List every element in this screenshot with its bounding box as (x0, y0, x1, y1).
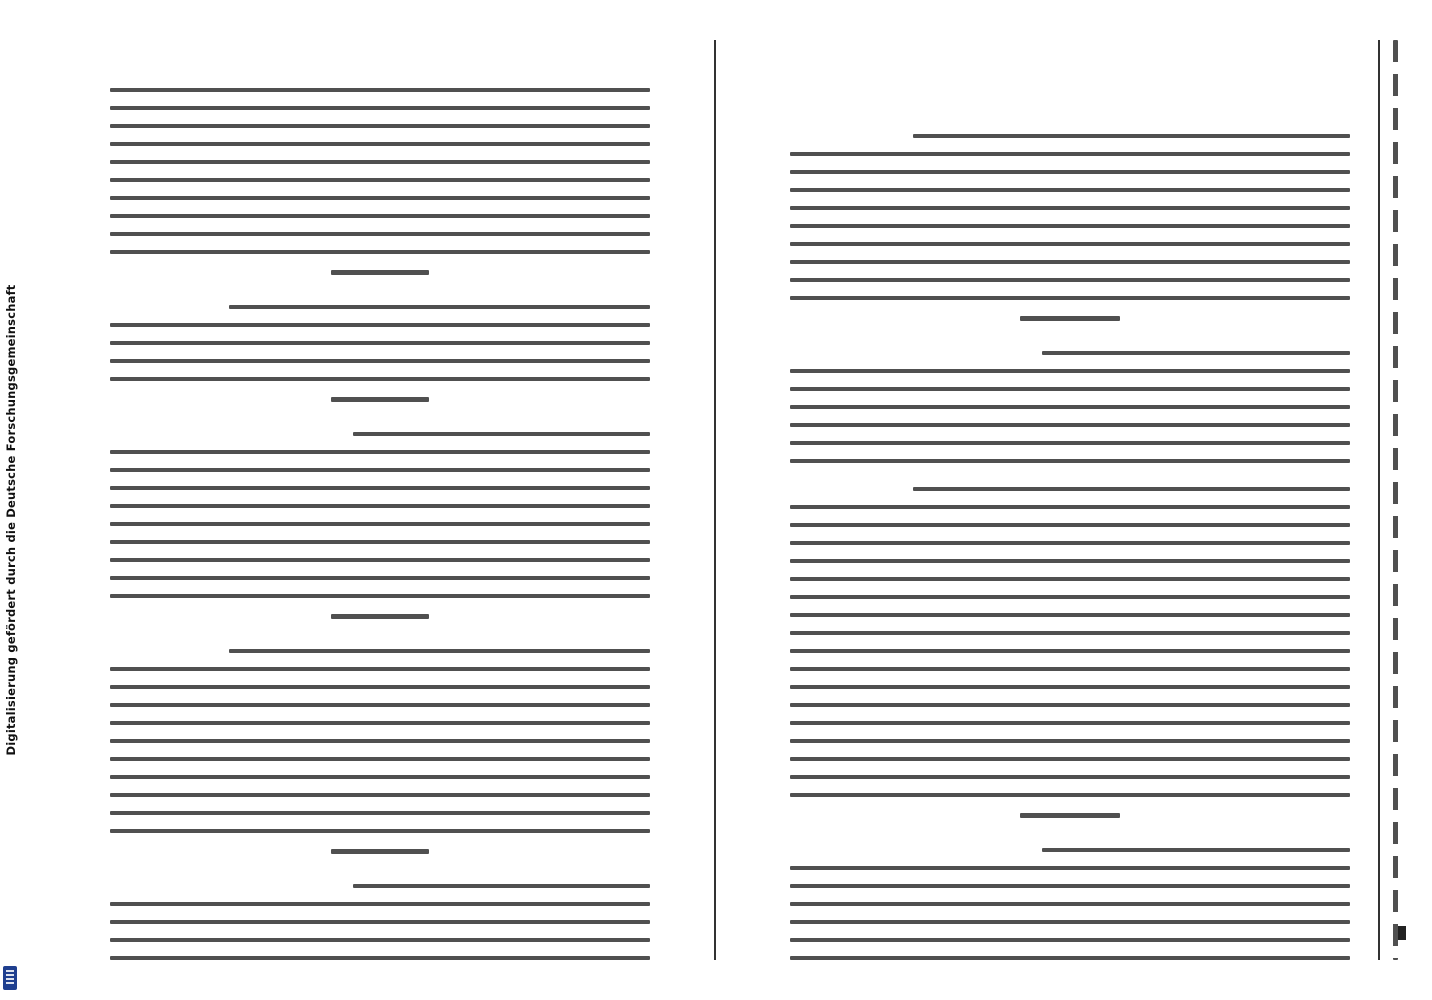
text-line (110, 540, 650, 544)
text-line (790, 577, 1350, 581)
text-line (790, 775, 1350, 779)
text-line (110, 214, 650, 218)
text-line (110, 160, 650, 164)
text-line (790, 505, 1350, 509)
text-line (110, 196, 650, 200)
text-line (790, 188, 1350, 192)
section-heading-line (331, 849, 428, 854)
text-line (790, 920, 1350, 924)
text-line (110, 956, 650, 960)
section-heading-line (1020, 316, 1121, 321)
text-line (790, 152, 1350, 156)
text-line (110, 793, 650, 797)
text-line (110, 522, 650, 526)
text-line (790, 793, 1350, 797)
text-line (110, 377, 650, 381)
text-line (790, 739, 1350, 743)
text-line (790, 613, 1350, 617)
running-header-text (1393, 40, 1398, 960)
text-column-right (790, 30, 1350, 960)
text-line (229, 305, 650, 309)
text-line (110, 359, 650, 363)
text-line (110, 920, 650, 924)
text-line (110, 938, 650, 942)
text-line (110, 88, 650, 92)
text-line (110, 232, 650, 236)
running-header (1384, 40, 1406, 960)
text-line (790, 559, 1350, 563)
text-line (790, 441, 1350, 445)
text-line (110, 504, 650, 508)
section-heading-line (331, 397, 428, 402)
text-line (110, 250, 650, 254)
text-line (110, 811, 650, 815)
text-line (790, 703, 1350, 707)
text-line (790, 667, 1350, 671)
dfg-logo-icon (3, 966, 17, 990)
text-line (790, 884, 1350, 888)
header-rule (1378, 40, 1380, 960)
text-line (790, 387, 1350, 391)
text-line (790, 459, 1350, 463)
text-line (110, 829, 650, 833)
watermark-strip (0, 0, 22, 1000)
text-line (1042, 848, 1350, 852)
text-line (790, 423, 1350, 427)
text-line (790, 649, 1350, 653)
text-line (790, 405, 1350, 409)
column-divider (714, 40, 716, 960)
text-line (110, 178, 650, 182)
paragraph-gap (790, 327, 1350, 337)
text-line (110, 576, 650, 580)
text-line (110, 323, 650, 327)
text-line (790, 866, 1350, 870)
text-line (790, 938, 1350, 942)
text-line (110, 106, 650, 110)
text-line (110, 721, 650, 725)
text-line (790, 541, 1350, 545)
text-line (790, 278, 1350, 282)
text-line (790, 685, 1350, 689)
text-line (790, 595, 1350, 599)
text-line (353, 884, 650, 888)
text-line (790, 170, 1350, 174)
section-heading-line (331, 614, 428, 619)
text-line (913, 487, 1350, 491)
text-line (110, 341, 650, 345)
text-line (353, 432, 650, 436)
text-line (110, 757, 650, 761)
text-line (229, 649, 650, 653)
text-line (110, 142, 650, 146)
text-column-left (110, 30, 650, 960)
text-line (110, 468, 650, 472)
watermark-text: Digitalisierung gefördert durch die Deutsche Forschungsgemeinschaft (4, 284, 18, 756)
text-line (110, 594, 650, 598)
text-line (790, 260, 1350, 264)
text-line (790, 631, 1350, 635)
text-line (110, 558, 650, 562)
text-line (790, 902, 1350, 906)
section-heading-line (331, 270, 428, 275)
paragraph-gap (110, 625, 650, 635)
text-line (790, 242, 1350, 246)
text-line (790, 369, 1350, 373)
text-line (110, 775, 650, 779)
text-line (913, 134, 1350, 138)
text-line (1042, 351, 1350, 355)
text-line (110, 703, 650, 707)
text-line (110, 124, 650, 128)
text-line (110, 902, 650, 906)
text-line (790, 956, 1350, 960)
paragraph-gap (110, 860, 650, 870)
paragraph-gap (110, 408, 650, 418)
text-line (790, 206, 1350, 210)
text-line (790, 721, 1350, 725)
paragraph-gap (110, 281, 650, 291)
page-number-mark (1398, 926, 1406, 940)
paragraph-gap (790, 824, 1350, 834)
section-heading-line (1020, 813, 1121, 818)
text-line (790, 224, 1350, 228)
text-line (110, 486, 650, 490)
text-line (110, 739, 650, 743)
text-line (110, 450, 650, 454)
text-line (790, 523, 1350, 527)
paragraph-gap (790, 463, 1350, 473)
text-line (790, 757, 1350, 761)
text-line (110, 685, 650, 689)
text-line (110, 667, 650, 671)
text-line (790, 296, 1350, 300)
